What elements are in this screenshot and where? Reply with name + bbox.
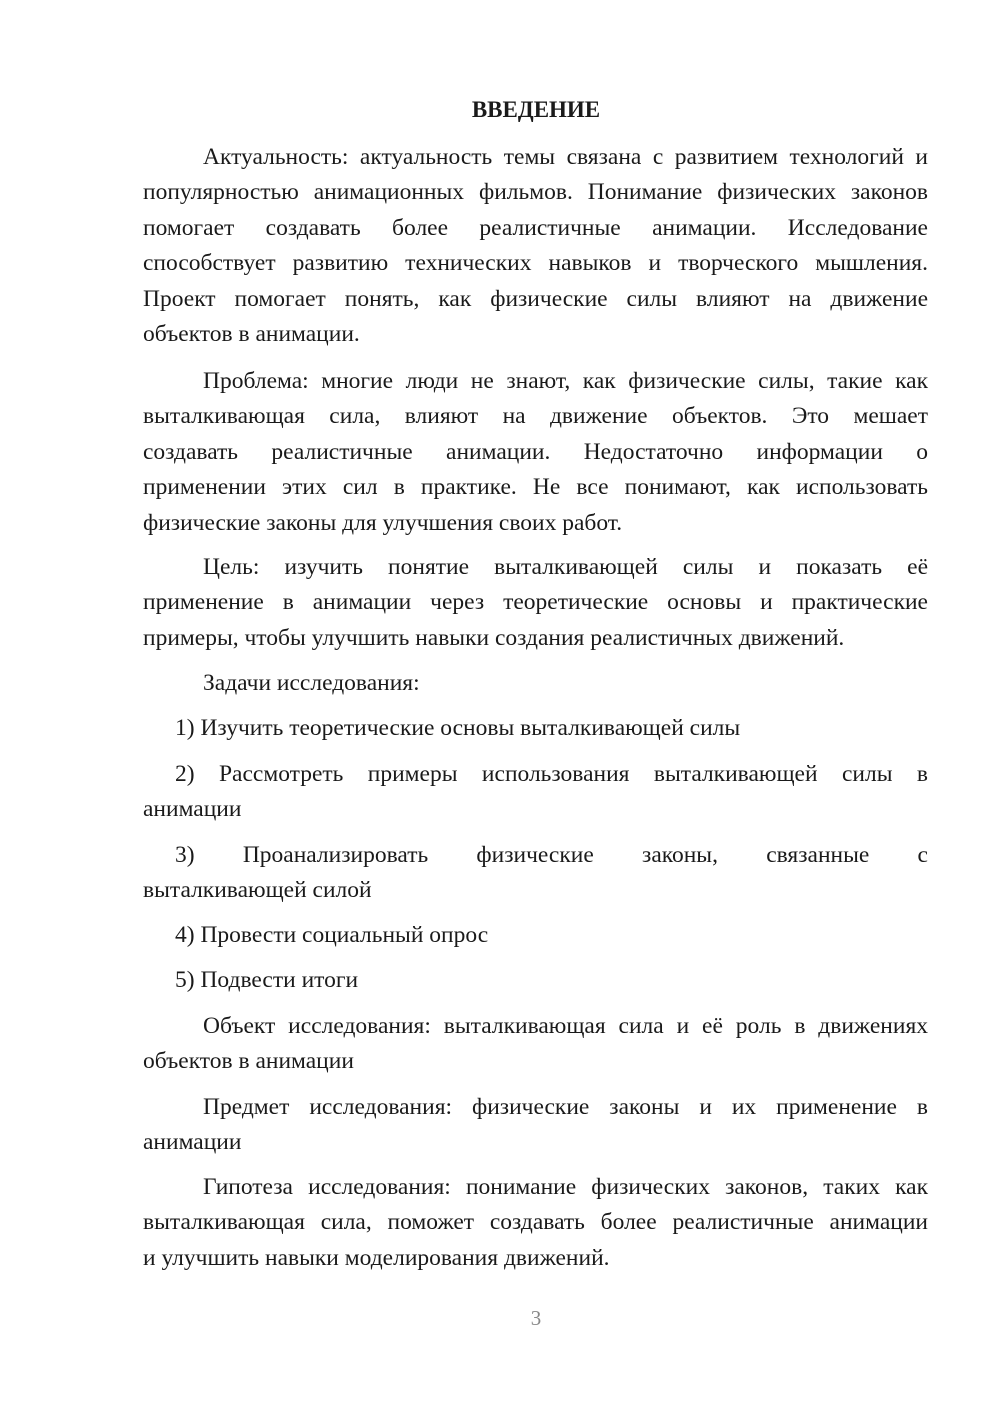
page-number: 3 bbox=[530, 1306, 542, 1330]
paragraph-object bbox=[143, 1009, 928, 1080]
text-line: выталкивающая сила, влияют на движение объектов. Это мешает bbox=[143, 403, 928, 430]
text-line: анимации bbox=[143, 1129, 242, 1156]
text-line: популярностью анимационных фильмов. Понимание физических законов bbox=[143, 179, 928, 206]
task-item-3 bbox=[143, 838, 928, 909]
text-line: Проблема: многие люди не знают, как физические силы, такие как bbox=[203, 368, 928, 394]
text-line: применение в анимации через теоретические основы и практические bbox=[143, 589, 928, 616]
page-heading: ВВЕДЕНИЕ bbox=[471, 97, 601, 122]
tasks-title bbox=[143, 666, 928, 701]
text-line: анимации bbox=[143, 796, 242, 823]
text-line: Объект исследования: выталкивающая сила и её роль в движениях bbox=[203, 1013, 928, 1039]
text-line: применении этих сил в практике. Не все понимают, как использовать bbox=[143, 474, 928, 501]
task-item-4 bbox=[143, 918, 928, 953]
text-line: Проект помогает понять, как физические силы влияют на движение bbox=[143, 285, 928, 312]
paragraph-subject bbox=[143, 1090, 928, 1161]
text-line: 2) Рассмотреть примеры использования выталкивающей силы в bbox=[175, 761, 928, 787]
paragraph-problem bbox=[143, 364, 928, 541]
text-line: Цель: изучить понятие выталкивающей силы и показать её bbox=[203, 554, 928, 580]
text-line: Предмет исследования: физические законы и их применение в bbox=[203, 1094, 928, 1120]
text-line: физические законы для улучшения своих работ. bbox=[143, 509, 623, 536]
text-line: способствует развитию технических навыков и творческого мышления. bbox=[143, 250, 928, 277]
text-line: Актуальность: актуальность темы связана с развитием технологий и bbox=[203, 144, 928, 170]
text-line: 3) Проанализировать физические законы, связанные с bbox=[175, 842, 928, 868]
paragraph-relevance bbox=[143, 140, 928, 352]
text-line: выталкивающая сила, поможет создавать более реалистичные анимации bbox=[143, 1209, 928, 1236]
text-line: Гипотеза исследования: понимание физических законов, таких как bbox=[203, 1174, 928, 1200]
text-line: 1) Изучить теоретические основы выталкивающей силы bbox=[175, 715, 741, 741]
text-line: примеры, чтобы улучшить навыки создания реалистичных движений. bbox=[143, 624, 845, 651]
task-item-2 bbox=[143, 757, 928, 828]
paragraph-hypothesis bbox=[143, 1170, 928, 1276]
task-item-1 bbox=[143, 711, 928, 746]
paragraph-goal bbox=[143, 550, 928, 656]
task-item-5 bbox=[143, 963, 928, 998]
text-line: создавать реалистичные анимации. Недостаточно информации о bbox=[143, 438, 928, 465]
text-line: 4) Провести социальный опрос bbox=[175, 922, 489, 948]
text-line: выталкивающей силой bbox=[143, 877, 372, 904]
text-line: Задачи исследования: bbox=[203, 670, 420, 696]
text-line: помогает создавать более реалистичные анимации. Исследование bbox=[143, 214, 928, 241]
text-line: и улучшить навыки моделирования движений. bbox=[143, 1244, 610, 1271]
text-line: объектов в анимации. bbox=[143, 320, 360, 347]
text-line: объектов в анимации bbox=[143, 1048, 354, 1075]
text-line: 5) Подвести итоги bbox=[175, 967, 359, 993]
